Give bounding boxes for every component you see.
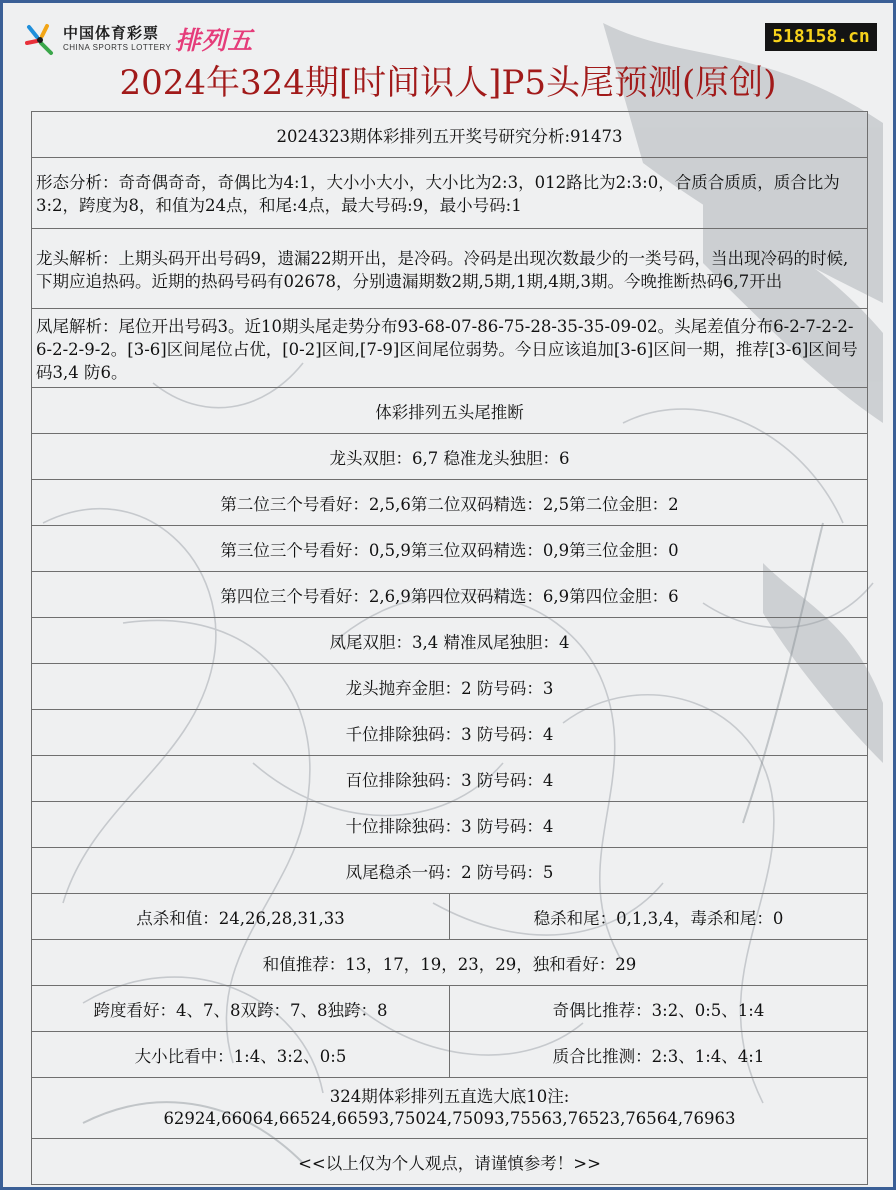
head-analysis-cell: 龙头解析：上期头码开出号码9，遗漏22期开出，是冷码。冷码是出现次数最少的一类号码，当出现冷码的时候,下期应追热码。近期的热码号码有02678，分别遗漏期数2期,5期,1期,4期,3期。今晚推断热码6,7开出 bbox=[32, 229, 868, 309]
kill-tail-cell: 凤尾稳杀一码：2 防号码：5 bbox=[32, 848, 868, 894]
span-cell: 跨度看好：4、7、8双跨：7、8独跨：8 bbox=[32, 986, 450, 1032]
base-numbers-cell bbox=[32, 1078, 868, 1139]
table-row bbox=[32, 526, 868, 572]
table-row bbox=[32, 710, 868, 756]
table-row bbox=[32, 388, 868, 434]
result-analysis-cell: 2024323期体彩排列五开奖号研究分析:91473 bbox=[32, 112, 868, 158]
page-title: 2024年324期[时间识人]P5头尾预测(原创) bbox=[119, 63, 777, 103]
table-row bbox=[32, 940, 868, 986]
kill-sum-cell: 点杀和值：24,26,28,31,33 bbox=[32, 894, 450, 940]
drop-head-cell: 龙头抛弃金胆：2 防号码：3 bbox=[32, 664, 868, 710]
prediction-table bbox=[31, 111, 868, 1185]
table-row bbox=[32, 848, 868, 894]
dragon-head-cell: 龙头双胆：6,7 稳准龙头独胆：6 bbox=[32, 434, 868, 480]
base-numbers-title: 324期体彩排列五直选大底10注: bbox=[329, 1087, 570, 1106]
position-2-cell: 第二位三个号看好：2,5,6第二位双码精选：2,5第二位金胆：2 bbox=[32, 480, 868, 526]
table-row bbox=[32, 112, 868, 158]
table-row bbox=[32, 158, 868, 229]
kilo-exclude-cell: 千位排除独码：3 防号码：4 bbox=[32, 710, 868, 756]
site-badge: 518158.cn bbox=[765, 23, 877, 51]
odd-even-cell: 奇偶比推荐：3:2、0:5、1:4 bbox=[450, 986, 868, 1032]
prime-composite-cell: 质合比推测：2:3、1:4、4:1 bbox=[450, 1032, 868, 1078]
logo-chinese-name: 中国体育彩票 bbox=[63, 25, 160, 42]
table-row bbox=[32, 1139, 868, 1185]
table-row bbox=[32, 802, 868, 848]
logo-english-name: CHINA SPORTS LOTTERY bbox=[63, 43, 172, 52]
ten-exclude-cell: 十位排除独码：3 防号码：4 bbox=[32, 802, 868, 848]
position-4-cell: 第四位三个号看好：2,6,9第四位双码精选：6,9第四位金胆：6 bbox=[32, 572, 868, 618]
footer-note: <<以上仅为个人观点，请谨慎参考！>> bbox=[32, 1139, 868, 1185]
phoenix-tail-cell: 凤尾双胆：3,4 精准凤尾独胆：4 bbox=[32, 618, 868, 664]
logo-product-name: 排列五 bbox=[175, 27, 254, 55]
position-3-cell: 第三位三个号看好：0,5,9第三位双码精选：0,9第三位金胆：0 bbox=[32, 526, 868, 572]
table-row bbox=[32, 986, 868, 1032]
table-row bbox=[32, 618, 868, 664]
section-heading: 体彩排列五头尾推断 bbox=[32, 388, 868, 434]
table-row bbox=[32, 229, 868, 309]
table-row bbox=[32, 756, 868, 802]
table-row bbox=[32, 1078, 868, 1139]
shape-analysis-cell: 形态分析：奇奇偶奇奇，奇偶比为4:1，大小小大小，大小比为2:3，012路比为2:3:0，合质合质质，质合比为3:2，跨度为8，和值为24点，和尾:4点，最大号码:9，最小号码:1 bbox=[32, 158, 868, 229]
hundred-exclude-cell: 百位排除独码：3 防号码：4 bbox=[32, 756, 868, 802]
base-numbers-list: 62924,66064,66524,66593,75024,75093,75563,76523,76564,76963 bbox=[163, 1109, 736, 1128]
sum-recommend-cell: 和值推荐：13，17，19，23，29，独和看好：29 bbox=[32, 940, 868, 986]
kill-sum-tail-cell: 稳杀和尾：0,1,3,4，毒杀和尾：0 bbox=[450, 894, 868, 940]
table-row bbox=[32, 434, 868, 480]
table-row bbox=[32, 572, 868, 618]
tail-analysis-cell: 凤尾解析：尾位开出号码3。近10期头尾走势分布93-68-07-86-75-28-35-35-09-02。头尾差值分布6-2-7-2-2-6-2-2-9-2。[3-6]区间尾位占优，[0-2]区间,[7-9]区间尾位弱势。今日应该追加[3-6]区间一期，推荐[3-6]区间号码3,4 防6。 bbox=[32, 309, 868, 388]
lottery-logo bbox=[23, 21, 253, 57]
big-small-cell: 大小比看中：1:4、3:2、0:5 bbox=[32, 1032, 450, 1078]
table-row bbox=[32, 1032, 868, 1078]
sports-lottery-logo-icon bbox=[23, 21, 59, 57]
table-row bbox=[32, 309, 868, 388]
table-row bbox=[32, 664, 868, 710]
table-row bbox=[32, 480, 868, 526]
table-row bbox=[32, 894, 868, 940]
